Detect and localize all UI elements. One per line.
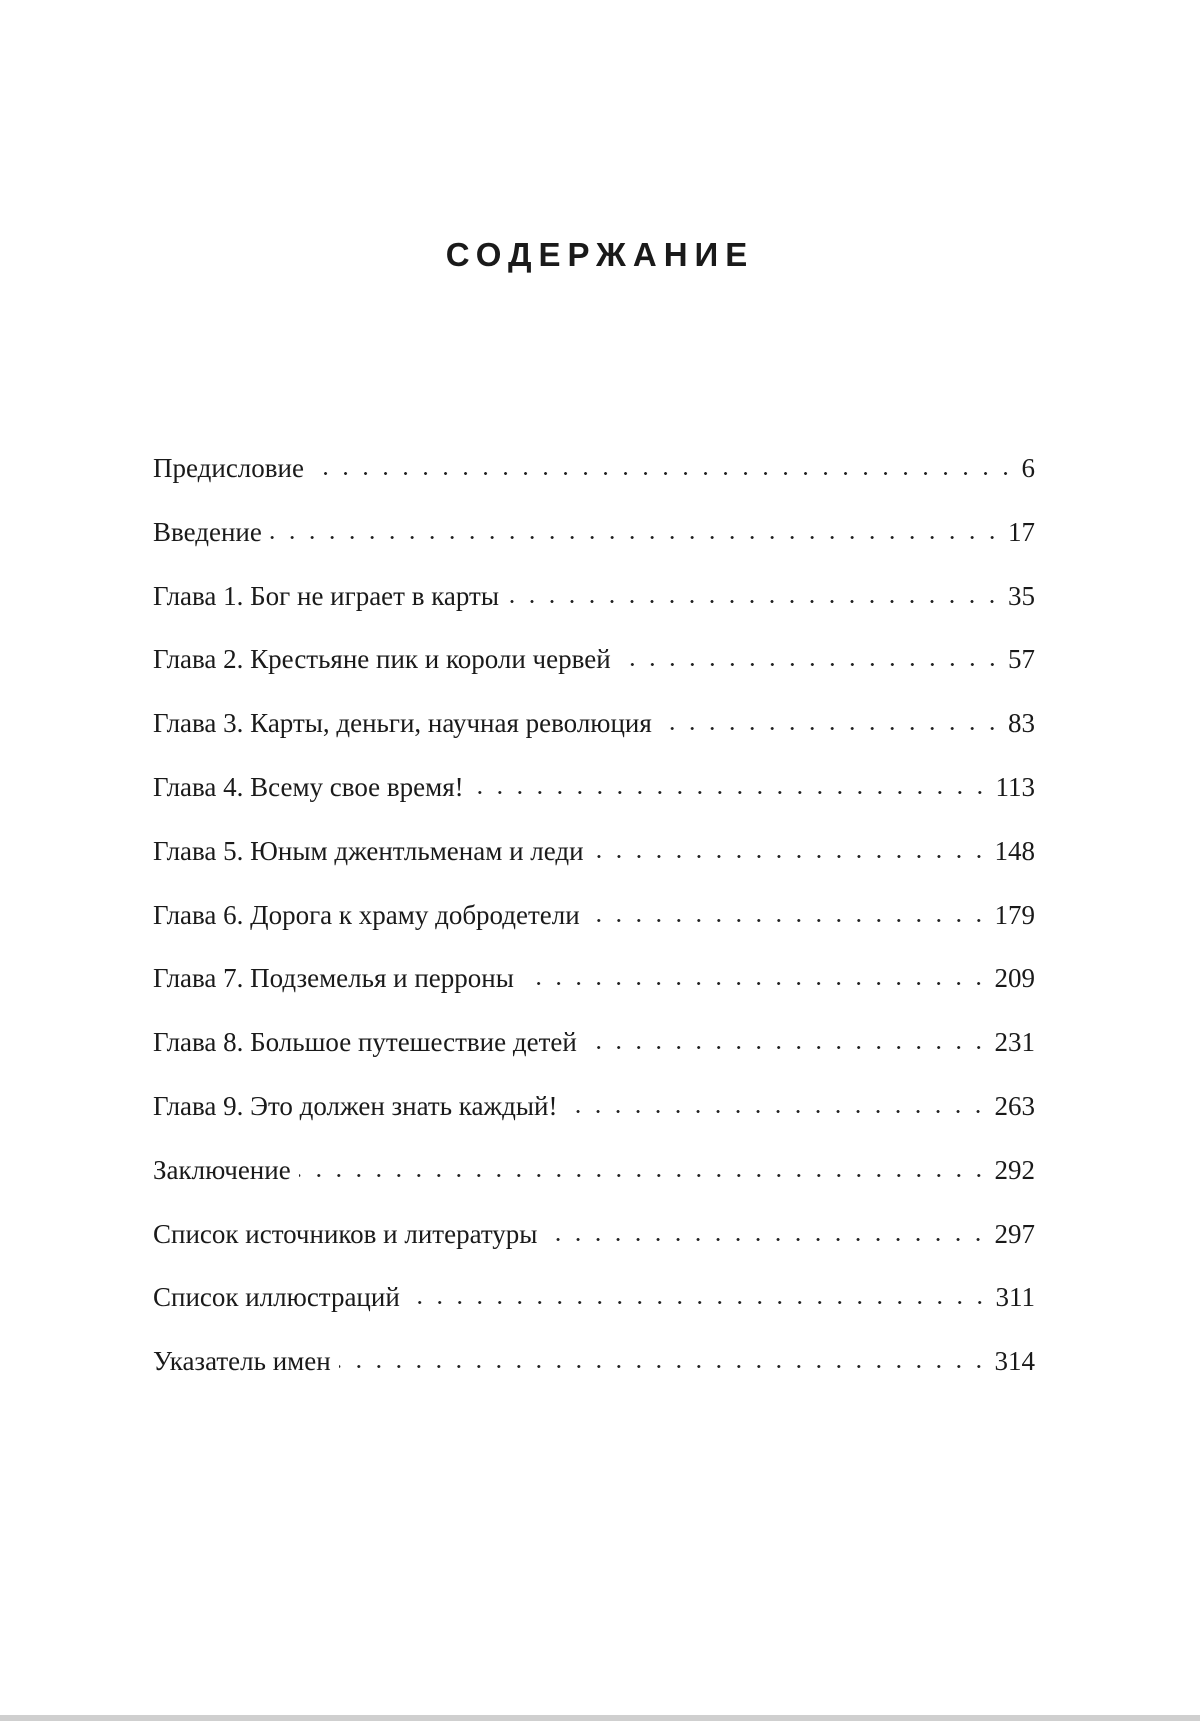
dot-leader (472, 791, 990, 794)
toc-entry-title: Глава 9. Это должен знать каждый! (153, 1090, 558, 1121)
toc-entry-page-number: 179 (994, 899, 1035, 930)
toc-entry[interactable] (153, 835, 1035, 902)
toc-entry[interactable] (153, 1029, 1035, 1093)
toc-entry-title: Список источников и литературы (153, 1218, 538, 1249)
toc-entry[interactable] (153, 771, 1035, 838)
toc-entry-page-number: 311 (995, 1282, 1035, 1313)
dot-leader (522, 982, 989, 985)
dot-leader (312, 472, 1016, 475)
toc-entry[interactable] (153, 1090, 1035, 1157)
toc-entry-page-number: 231 (994, 1027, 1035, 1058)
toc-entry[interactable] (153, 455, 1035, 519)
toc-entry-title: Глава 2. Крестьяне пик и короли червей (153, 644, 611, 675)
page-bottom-edge (0, 1715, 1200, 1721)
dot-leader (585, 1046, 989, 1049)
toc-entry-page-number: 35 (1008, 580, 1035, 611)
toc-entry-title: Глава 4. Всему свое время! (153, 771, 464, 802)
dot-leader (270, 536, 1002, 539)
toc-entry-title: Предисловие (153, 453, 304, 483)
toc-entry[interactable] (153, 710, 1035, 774)
dot-leader (565, 1110, 988, 1113)
toc-entry-title: Глава 3. Карты, деньги, научная революция (153, 708, 652, 739)
dot-leader (545, 1238, 988, 1241)
toc-entry-title: Глава 7. Подземелья и перроны (153, 963, 514, 994)
toc-entry-title: Список иллюстраций (153, 1282, 400, 1313)
page-title: СОДЕРЖАНИЕ (445, 236, 755, 273)
toc-entry-title: Глава 6. Дорога к храму добродетели (153, 899, 580, 930)
toc-entry[interactable] (153, 646, 1035, 710)
toc-entry[interactable] (153, 965, 1035, 1029)
toc-entry[interactable] (153, 1348, 1035, 1412)
toc-entry-title: Введение (153, 516, 262, 547)
toc-entry-title: Глава 1. Бог не играет в карты (153, 580, 499, 611)
toc-entry[interactable] (153, 516, 1035, 583)
toc-entry-page-number: 263 (994, 1090, 1035, 1121)
toc-entry-title: Заключение (153, 1154, 291, 1185)
toc-entry-title: Глава 8. Большое путешествие детей (153, 1027, 577, 1058)
dot-leader (299, 1174, 989, 1177)
toc-entry-page-number: 314 (994, 1346, 1035, 1377)
dot-leader (619, 663, 1002, 666)
dot-leader (339, 1365, 989, 1368)
toc-entry-page-number: 17 (1008, 516, 1035, 547)
toc-entry-page-number: 57 (1008, 644, 1035, 675)
toc-entry-page-number: 83 (1008, 708, 1035, 739)
toc-entry-page-number: 209 (994, 963, 1035, 994)
toc-entry-page-number: 113 (995, 771, 1035, 802)
toc-entry-page-number: 6 (1021, 453, 1035, 483)
dot-leader (588, 919, 989, 922)
toc-entry[interactable] (153, 1284, 1035, 1348)
toc-entry-title: Указатель имен (153, 1346, 331, 1377)
toc-entry[interactable] (153, 899, 1035, 966)
toc-entry-page-number: 297 (994, 1218, 1035, 1249)
toc-entry-title: Глава 5. Юным джентльменам и леди (153, 835, 584, 866)
toc-entry[interactable] (153, 1218, 1035, 1285)
dot-leader (408, 1301, 990, 1304)
toc-entry[interactable] (153, 1154, 1035, 1221)
dot-leader (592, 855, 989, 858)
table-of-contents (153, 455, 1035, 1412)
dot-leader (507, 600, 1002, 603)
toc-entry-page-number: 292 (994, 1154, 1035, 1185)
toc-entry[interactable] (153, 580, 1035, 647)
dot-leader (660, 727, 1002, 730)
toc-entry-page-number: 148 (994, 835, 1035, 866)
